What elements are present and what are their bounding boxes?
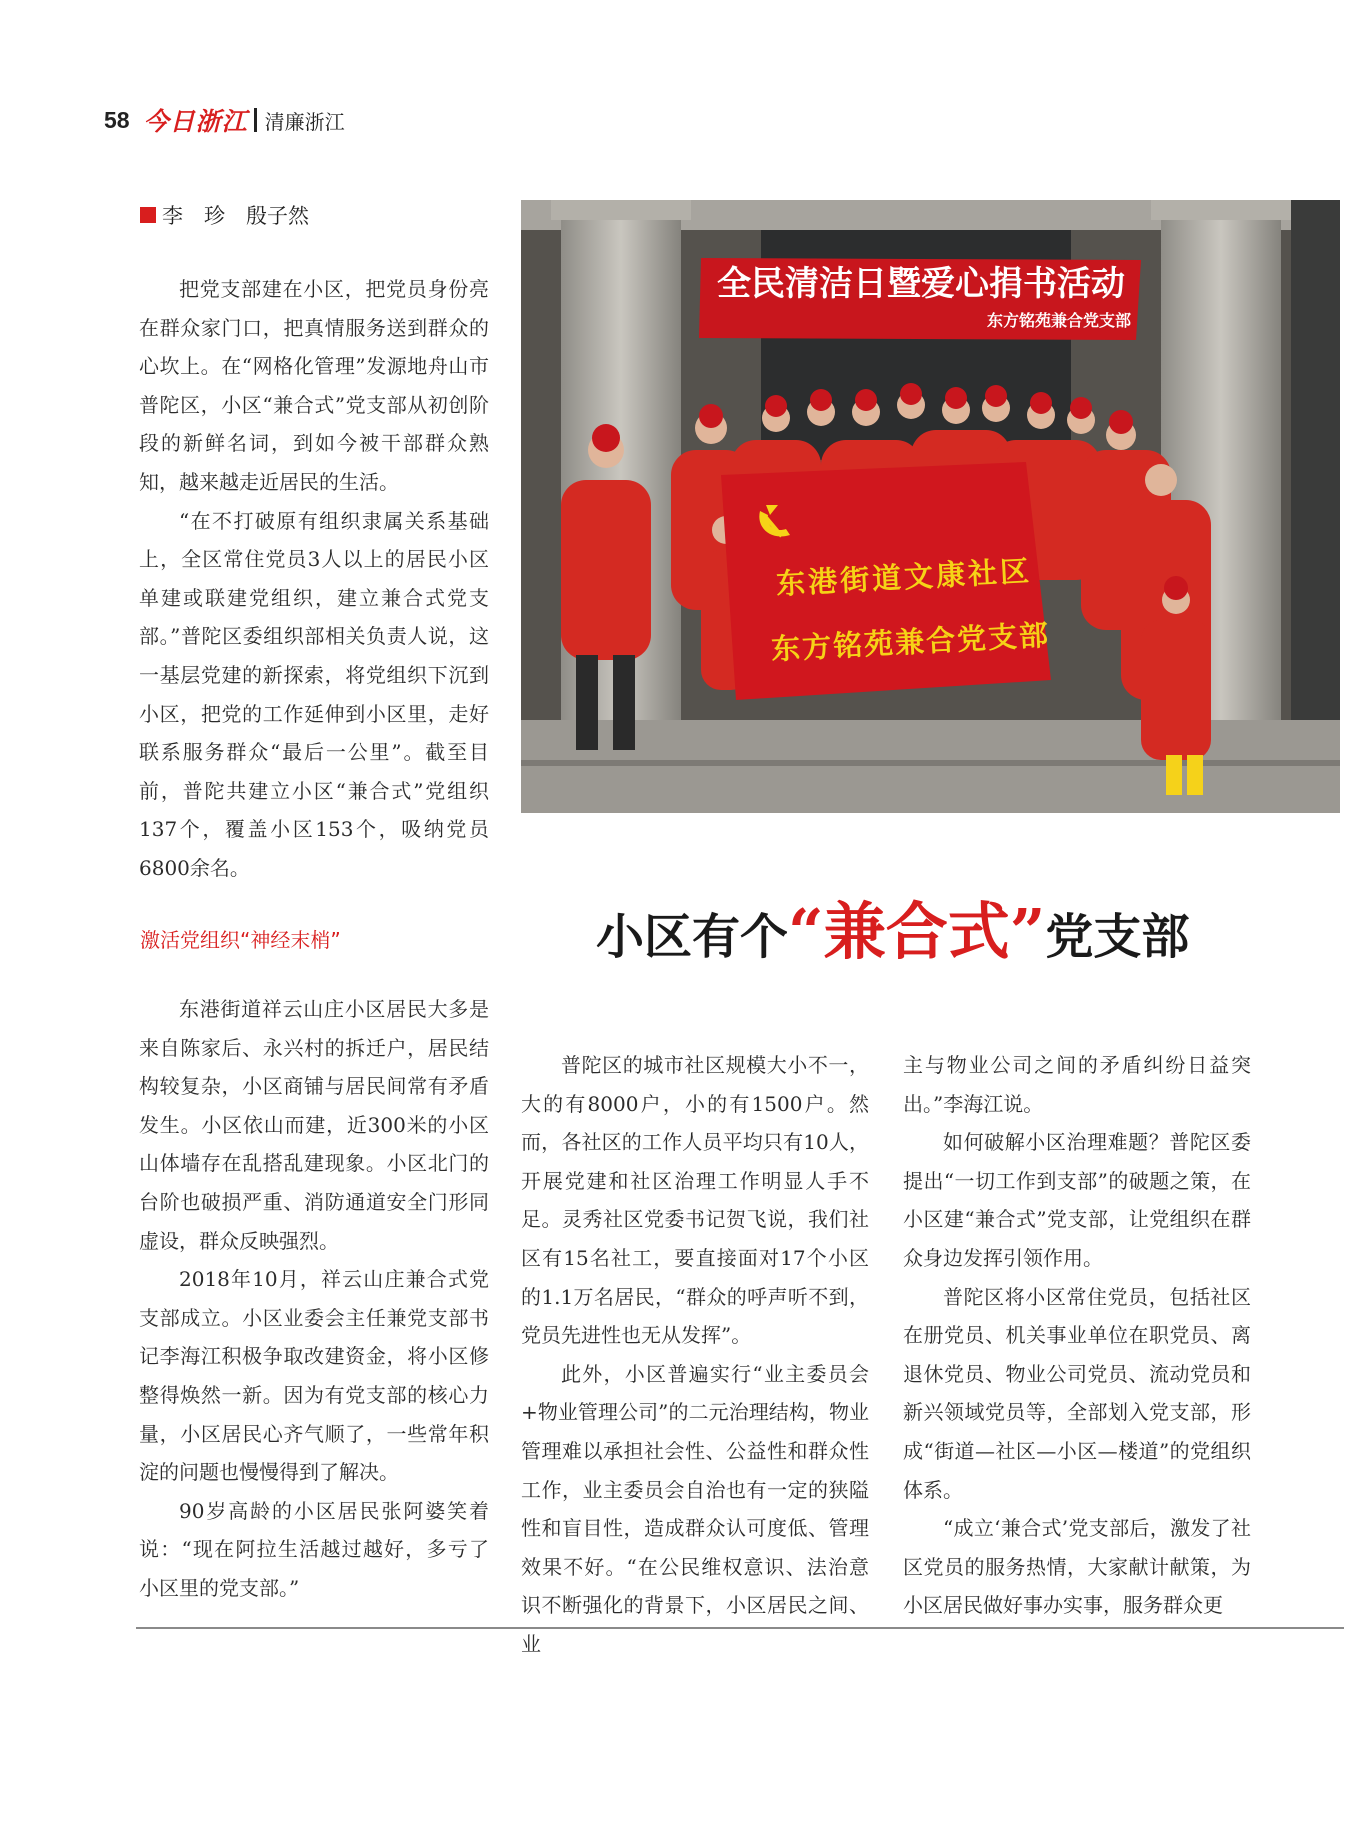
- page-number: 58: [104, 106, 130, 133]
- title-part: 小区有个: [596, 909, 789, 965]
- photo-banner-text: 全民清洁日暨爱心捐书活动: [717, 264, 1125, 304]
- column-2-body: [521, 1046, 869, 1664]
- title-highlight: 兼合式: [823, 895, 1010, 968]
- author-names: 李 珍 殷子然: [162, 204, 309, 228]
- section-name: 清廉浙江: [264, 109, 345, 134]
- column-1-intro: [139, 270, 489, 888]
- masthead-logo: 今日浙江: [143, 107, 248, 136]
- article-title: [596, 882, 1189, 971]
- paragraph: 2018年10月，祥云山庄兼合式党支部成立。小区业委会主任兼党支部书记李海江积极争取改建资金，将小区修整得焕然一新。因为有党支部的核心力量，小区居民心齐气顺了，一些常年积淀的问题也慢慢得到了解决。: [139, 1267, 489, 1485]
- byline-square-icon: [140, 207, 156, 223]
- article-photo: [521, 200, 1340, 813]
- paragraph: 如何破解小区治理难题？普陀区委提出“一切工作到支部”的破题之策，在小区建“兼合式”党支部，让党组织在群众身边发挥引领作用。: [903, 1130, 1251, 1270]
- column-3-body: [903, 1046, 1251, 1625]
- paragraph: 普陀区将小区常住党员，包括社区在册党员、机关事业单位在职党员、离退休党员、物业公司党员、流动党员和新兴领域党员等，全部划入党支部，形成“街道—社区—小区—楼道”的党组织体系。: [903, 1284, 1251, 1502]
- byline: [140, 200, 309, 230]
- paragraph: 此外，小区普遍实行“业主委员会+物业管理公司”的二元治理结构，物业管理难以承担社会性、公益性和群众性工作，业主委员会自治也有一定的狭隘性和盲目性，造成群众认可度低、管理效果不好。“在公民维权意识、法治意识不断强化的背景下，小区居民之间、业: [521, 1361, 869, 1656]
- title-part: 党支部: [1045, 909, 1190, 965]
- flag-text-line-1: 东港街道文康社区: [775, 553, 1033, 602]
- bottom-divider: [136, 1627, 1344, 1629]
- header-divider: [254, 108, 257, 132]
- paragraph: 东港街道祥云山庄小区居民大多是来自陈家后、永兴村的拆迁户，居民结构较复杂，小区商铺与居民间常有矛盾发生。小区依山而建，近300米的小区山体墙存在乱搭乱建现象。小区北门的台阶也破损严重、消防通道安全门形同虚设，群众反映强烈。: [139, 997, 489, 1253]
- paragraph: 主与物业公司之间的矛盾纠纷日益突出。”李海江说。: [903, 1053, 1251, 1116]
- title-quote: ”: [1009, 895, 1046, 968]
- flag-text-line-2: 东方铭苑兼合党支部: [770, 617, 1051, 667]
- paragraph: “在不打破原有组织隶属关系基础上，全区常住党员3人以上的居民小区单建或联建党组织，建立兼合式党支部。”普陀区委组织部相关负责人说，这一基层党建的新探索，将党组织下沉到小区，把党的工作延伸到小区里，走好联系服务群众“最后一公里”。截至目前，普陀共建立小区“兼合式”党组织137个，覆盖小区153个，吸纳党员6800余名。: [139, 508, 489, 880]
- paragraph: “成立‘兼合式’党支部后，激发了社区党员的服务热情，大家献计献策，为小区居民做好事办实事，服务群众更: [903, 1516, 1251, 1618]
- paragraph: 90岁高龄的小区居民张阿婆笑着说：“现在阿拉生活越过越好，多亏了小区里的党支部。”: [139, 1498, 489, 1600]
- photo-banner-subtext: 东方铭苑兼合党支部: [986, 311, 1131, 330]
- paragraph: 普陀区的城市社区规模大小不一，大的有8000户，小的有1500户。然而，各社区的工作人员平均只有10人，开展党建和社区治理工作明显人手不足。灵秀社区党委书记贺飞说，我们社区有15名社工，要直接面对17个小区的1.1万名居民，“群众的呼声听不到，党员先进性也无从发挥”。: [521, 1053, 869, 1348]
- page-header: [104, 100, 345, 140]
- paragraph: 把党支部建在小区，把党员身份亮在群众家门口，把真情服务送到群众的心坎上。在“网格化管理”发源地舟山市普陀区，小区“兼合式”党支部从初创阶段的新鲜名词，到如今被干部群众熟知，越来越走近居民的生活。: [139, 277, 489, 494]
- section-subheading: 激活党组织“神经末梢”: [140, 928, 341, 952]
- title-quote: “: [788, 895, 824, 968]
- column-1-body: [139, 990, 489, 1608]
